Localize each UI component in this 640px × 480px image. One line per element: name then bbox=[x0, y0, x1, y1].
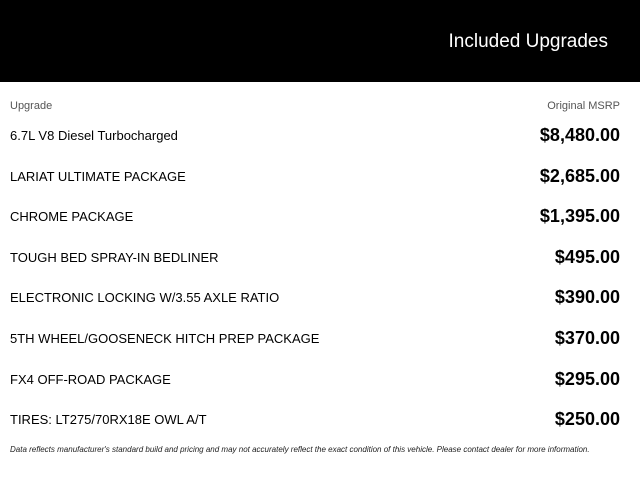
upgrade-price: $390.00 bbox=[554, 287, 620, 308]
upgrade-price: $1,395.00 bbox=[539, 206, 620, 227]
upgrade-price: $495.00 bbox=[554, 246, 620, 267]
upgrade-price: $2,685.00 bbox=[539, 165, 620, 186]
list-item bbox=[0, 116, 640, 157]
header-bar bbox=[0, 0, 640, 82]
list-item bbox=[0, 278, 640, 319]
list-item bbox=[0, 319, 640, 360]
upgrade-list bbox=[0, 116, 640, 441]
page-title: Included Upgrades bbox=[448, 31, 608, 52]
upgrade-name: LARIAT ULTIMATE PACKAGE bbox=[10, 168, 186, 184]
upgrade-name: TIRES: LT275/70RX18E OWL A/T bbox=[10, 412, 207, 428]
upgrade-price: $370.00 bbox=[554, 327, 620, 348]
list-item bbox=[0, 360, 640, 401]
upgrade-price: $250.00 bbox=[554, 409, 620, 430]
upgrade-name: 6.7L V8 Diesel Turbocharged bbox=[10, 128, 178, 143]
upgrade-price: $8,480.00 bbox=[539, 125, 620, 145]
disclaimer-text: Data reflects manufacturer's standard build and pricing and may not accurately reflect the exact condition of this vehicle. Please contact dealer for more information. bbox=[10, 445, 590, 454]
upgrade-name: 5TH WHEEL/GOOSENECK HITCH PREP PACKAGE bbox=[10, 330, 320, 346]
upgrade-name: CHROME PACKAGE bbox=[10, 209, 134, 225]
upgrade-name: ELECTRONIC LOCKING W/3.55 AXLE RATIO bbox=[10, 290, 280, 306]
upgrade-price: $295.00 bbox=[554, 368, 620, 389]
list-item bbox=[0, 400, 640, 441]
upgrade-column-header: Upgrade bbox=[10, 100, 53, 112]
msrp-column-header: Original MSRP bbox=[547, 100, 620, 112]
list-item bbox=[0, 238, 640, 279]
upgrade-name: TOUGH BED SPRAY-IN BEDLINER bbox=[10, 249, 219, 265]
list-item bbox=[0, 197, 640, 238]
list-item bbox=[0, 157, 640, 198]
upgrade-name: FX4 OFF-ROAD PACKAGE bbox=[10, 371, 171, 387]
